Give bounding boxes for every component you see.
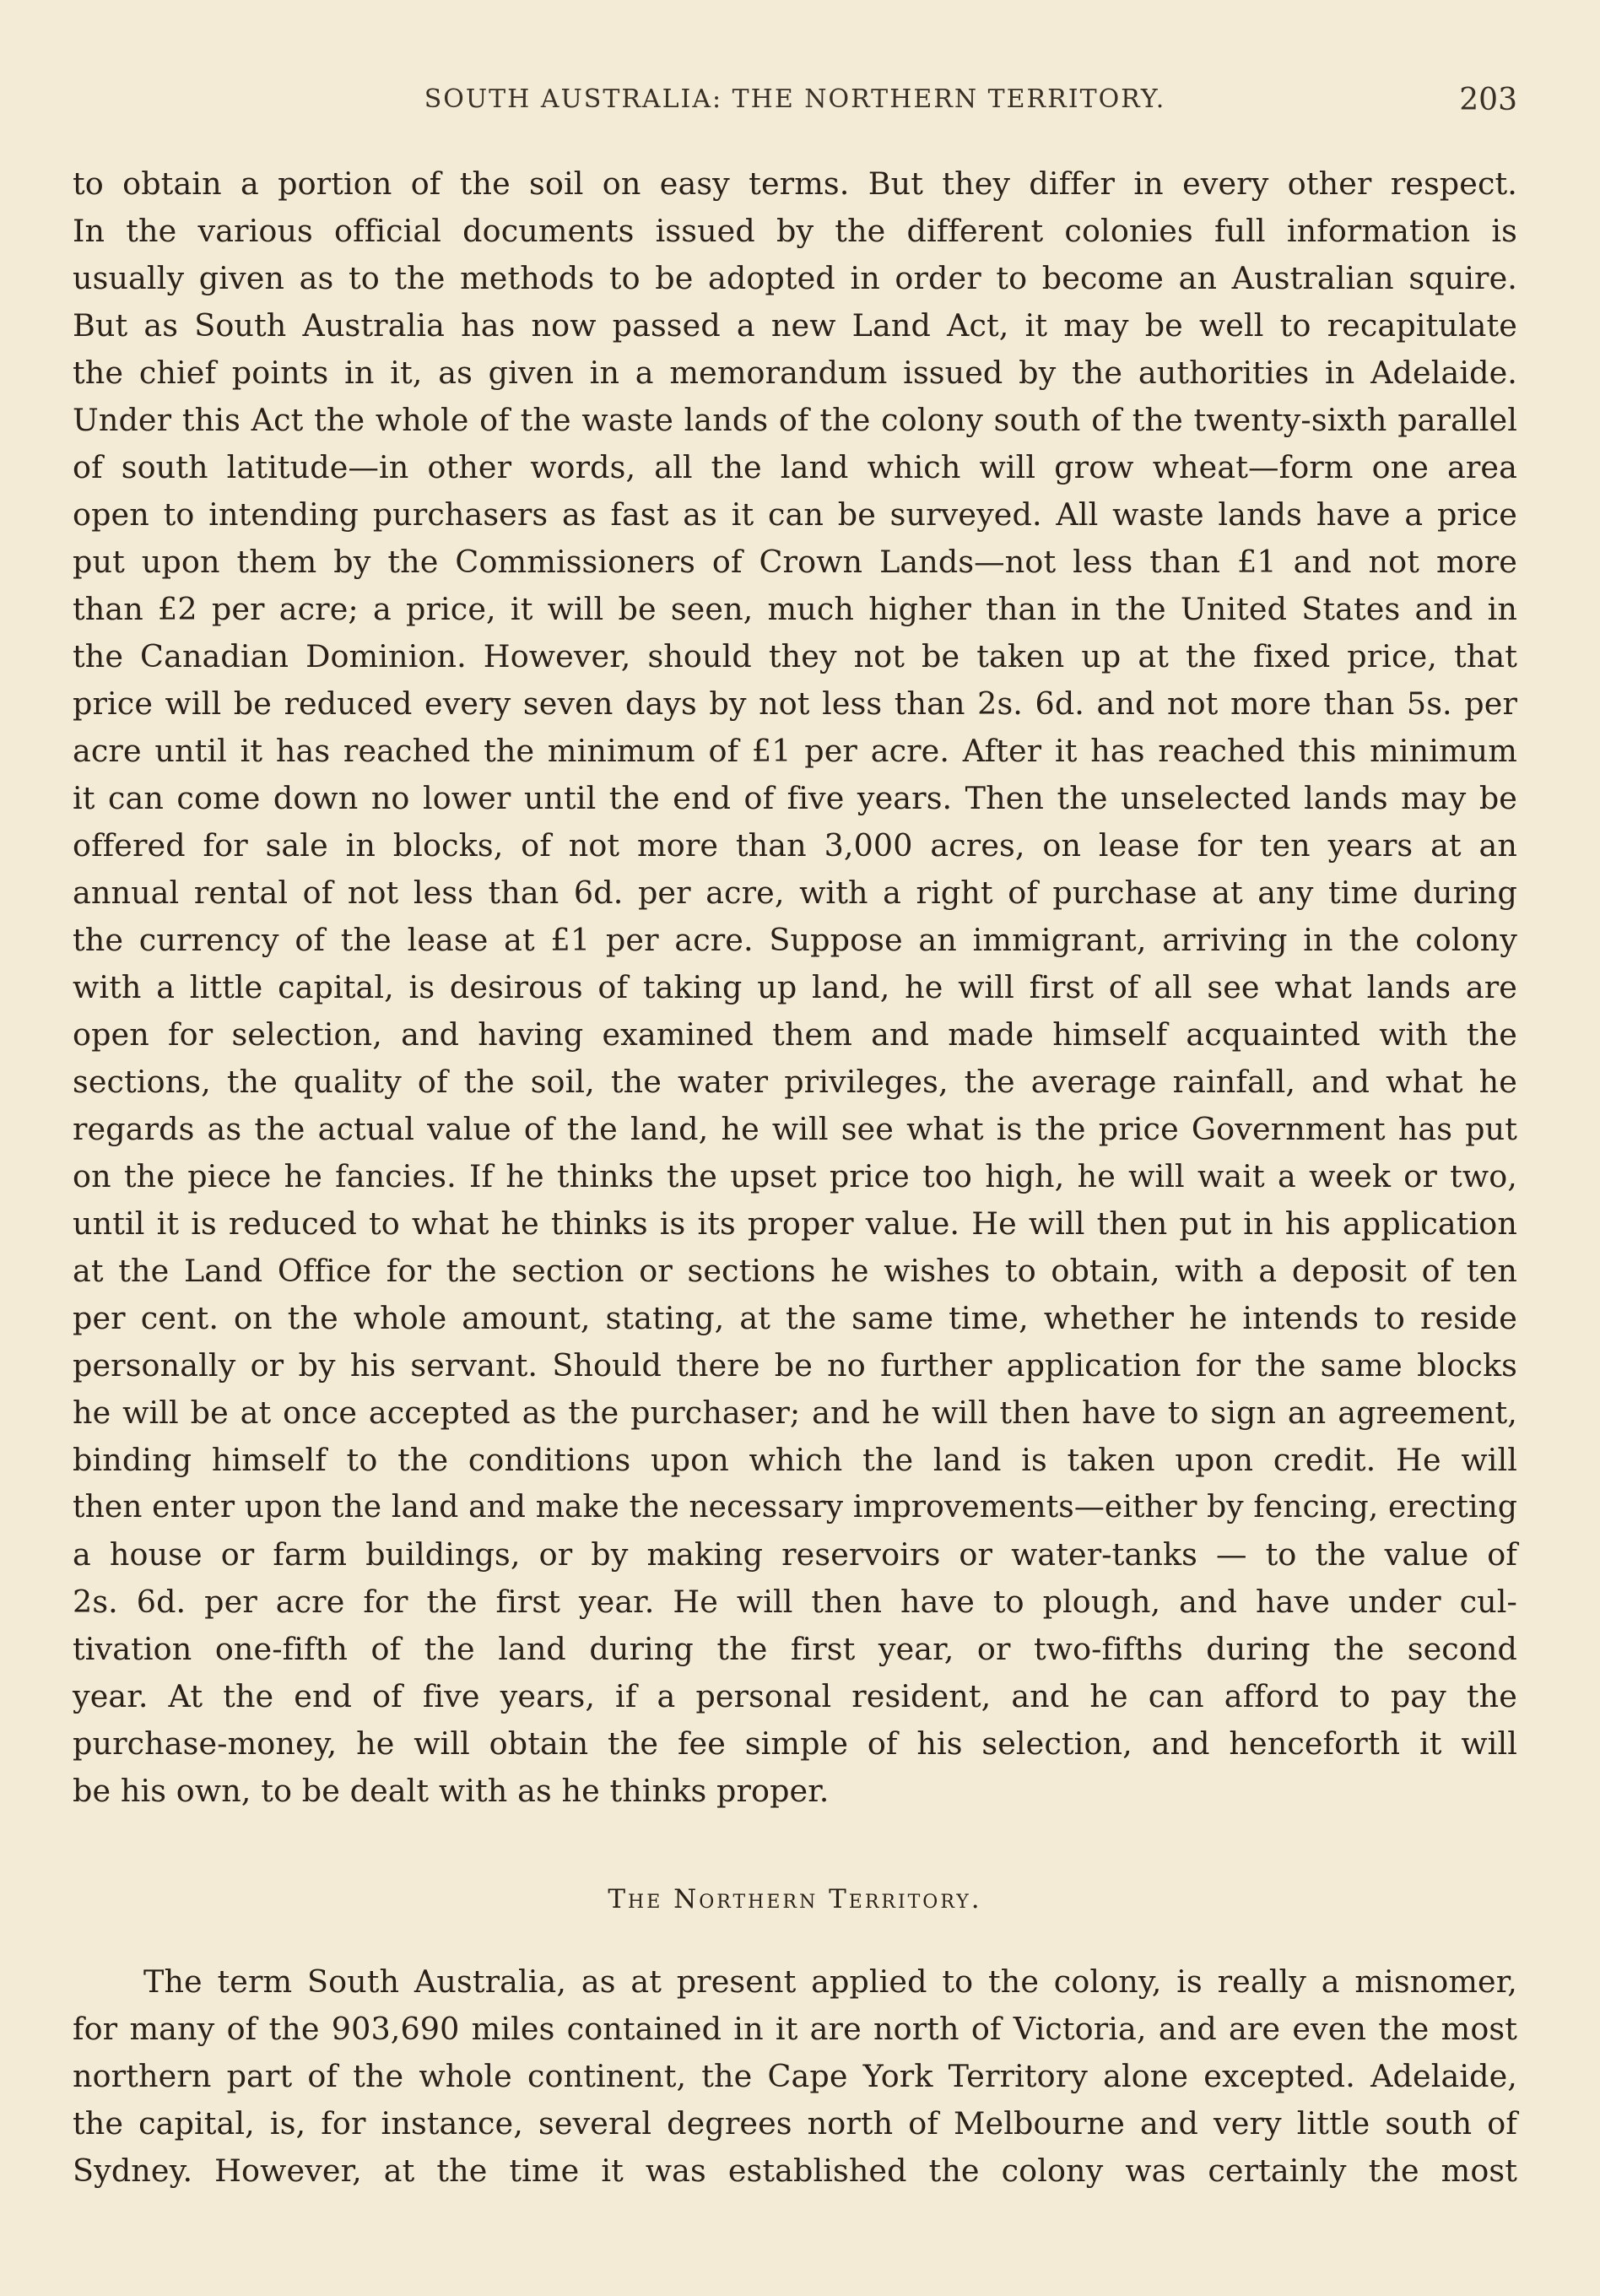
text-line: tivation one-fifth of the land during the first year, or two-fifths during the second (73, 1631, 1517, 1667)
text-line: regards as the actual value of the land, he will see what is the price Government has put (73, 1111, 1517, 1147)
text-line: be his own, to be dealt with as he thinks proper. (73, 1773, 830, 1809)
text-line: In the various official documents issued by the different colonies full information is (73, 213, 1517, 249)
section-heading: The Northern Territory. (608, 1884, 982, 1914)
text-line: But as South Australia has now passed a new Land Act, it may be well to recapitulate (73, 307, 1517, 344)
text-line: Sydney. However, at the time it was established the colony was certainly the most (73, 2152, 1517, 2189)
text-line: put upon them by the Commissioners of Crown Lands—not less than £1 and not more (73, 544, 1517, 580)
text-line: annual rental of not less than 6d. per acre, with a right of purchase at any time during (73, 875, 1517, 911)
text-line: the currency of the lease at £1 per acre. Suppose an immigrant, arriving in the colony (73, 922, 1517, 958)
text-line: Under this Act the whole of the waste lands of the colony south of the twenty-sixth parallel (73, 402, 1517, 438)
text-line: The term South Australia, as at present applied to the colony, is really a misnomer, (143, 1963, 1517, 2000)
text-line: then enter upon the land and make the necessary improvements—either by fencing, erecting (73, 1490, 1517, 1524)
text-line: personally or by his servant. Should there be no further application for the same blocks (73, 1347, 1517, 1384)
text-line: of south latitude—in other words, all the land which will grow wheat—form one area (73, 449, 1517, 485)
text-line: purchase-money, he will obtain the fee simple of his selection, and henceforth it will (73, 1725, 1517, 1762)
text-line: per cent. on the whole amount, stating, at the same time, whether he intends to reside (73, 1300, 1517, 1336)
page-number: 203 (1459, 83, 1517, 117)
text-line: for many of the 903,690 miles contained in it are north of Victoria, and are even the most (73, 2011, 1517, 2047)
text-line: price will be reduced every seven days by not less than 2s. 6d. and not more than 5s. per (73, 685, 1517, 722)
text-line: northern part of the whole continent, the Cape York Territory alone excepted. Adelaide, (73, 2058, 1517, 2094)
text-line: usually given as to the methods to be adopted in order to become an Australian squire. (73, 260, 1517, 296)
text-line: the Canadian Dominion. However, should they not be taken up at the fixed price, that (73, 638, 1517, 674)
text-line: a house or farm buildings, or by making reservoirs or water-tanks — to the value of (73, 1536, 1517, 1573)
text-line: on the piece he fancies. If he thinks the upset price too high, he will wait a week or two, (73, 1158, 1517, 1194)
text-line: the capital, is, for instance, several degrees north of Melbourne and very little south of (73, 2105, 1517, 2142)
running-title: SOUTH AUSTRALIA: THE NORTHERN TERRITORY. (424, 84, 1166, 114)
text-line: 2s. 6d. per acre for the first year. He will then have to plough, and have under cul- (73, 1584, 1517, 1620)
text-line: it can come down no lower until the end of five years. Then the unselected lands may be (73, 780, 1517, 816)
text-line: at the Land Office for the section or sections he wishes to obtain, with a deposit of ten (73, 1253, 1517, 1289)
text-line: binding himself to the conditions upon which the land is taken upon credit. He will (73, 1442, 1517, 1478)
paragraph-land-act (73, 160, 1517, 1815)
text-line: offered for sale in blocks, of not more than 3,000 acres, on lease for ten years at an (73, 827, 1517, 864)
text-line: to obtain a portion of the soil on easy terms. But they differ in every other respect. (73, 165, 1517, 202)
body-text (73, 160, 1517, 2195)
text-line: until it is reduced to what he thinks is its proper value. He will then put in his application (73, 1205, 1517, 1242)
text-line: sections, the quality of the soil, the water privileges, the average rainfall, and what he (73, 1064, 1517, 1100)
text-line: open to intending purchasers as fast as it can be surveyed. All waste lands have a price (73, 496, 1517, 533)
text-line: the chief points in it, as given in a memorandum issued by the authorities in Adelaide. (73, 355, 1517, 391)
text-line: open for selection, and having examined them and made himself acquainted with the (73, 1016, 1517, 1053)
text-line: acre until it has reached the minimum of £1 per acre. After it has reached this minimum (73, 733, 1517, 769)
text-line: he will be at once accepted as the purchaser; and he will then have to sign an agreement, (73, 1394, 1517, 1431)
running-head (73, 84, 1517, 127)
text-line: with a little capital, is desirous of taking up land, he will first of all see what lands are (73, 969, 1517, 1005)
text-line: year. At the end of five years, if a personal resident, and he can afford to pay the (73, 1678, 1517, 1714)
text-line: than £2 per acre; a price, it will be seen, much higher than in the United States and in (73, 591, 1517, 627)
paragraph-northern-territory (73, 1958, 1517, 2195)
